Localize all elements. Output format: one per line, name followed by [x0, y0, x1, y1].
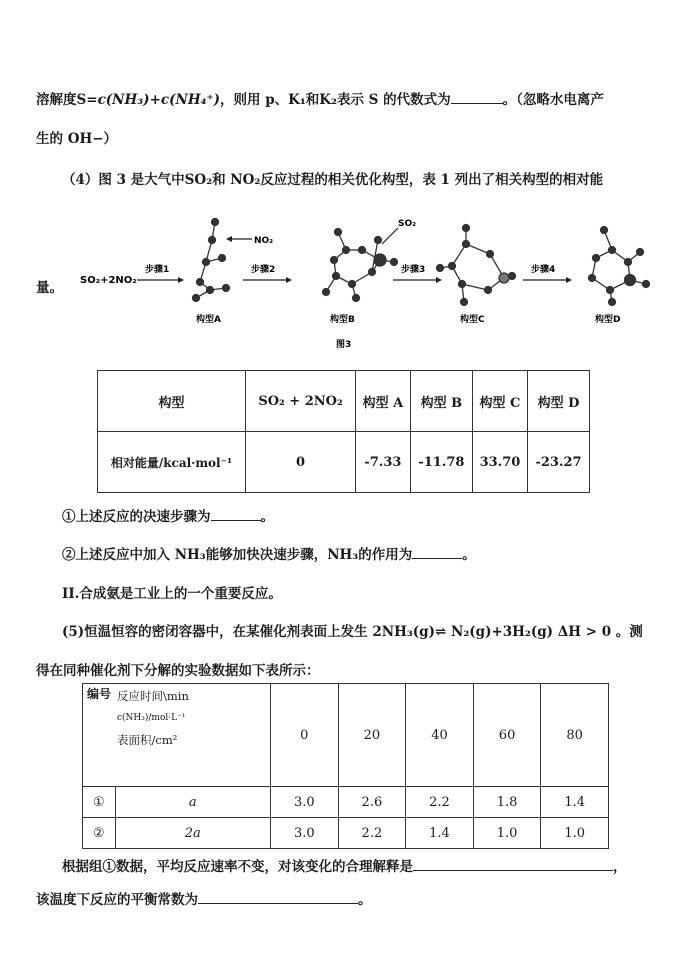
step3-label: 步骤3	[401, 265, 426, 275]
final-question-1-text: 根据组①数据，平均反应速率不变，对该变化的合理解释是	[62, 859, 413, 875]
question-1-end: 。	[260, 509, 274, 525]
time-cell: 20	[338, 684, 406, 787]
time-cell: 0	[271, 684, 339, 787]
header-cell: 构型 C	[472, 371, 527, 432]
value-cell: 1.4	[406, 818, 474, 849]
energy-table-header	[98, 371, 590, 432]
value-cell: 2.2	[406, 787, 474, 818]
row-area: a	[115, 787, 271, 818]
no2-label: NO₂	[254, 236, 274, 246]
step4-label: 步骤4	[531, 265, 556, 275]
header-id: 编号	[83, 684, 116, 787]
structure-d	[589, 227, 650, 306]
experiment-table-header	[83, 684, 609, 787]
value-cell: 33.70	[472, 432, 527, 493]
question4-line-2: 量。	[36, 280, 63, 296]
header-cell: SO₂ + 2NO₂	[246, 371, 356, 432]
value-cell: 2.6	[338, 787, 406, 818]
question-2-text: ②上述反应中加入 NH₃能够加快决速步骤，NH₃的作用为	[62, 547, 413, 563]
header-diagonal-cell	[115, 684, 271, 787]
label-structure-a: 构型A	[196, 315, 221, 325]
question-1	[62, 505, 274, 525]
step1-label: 步骤1	[145, 265, 170, 275]
label-structure-c: 构型C	[460, 315, 485, 325]
value-cell: -11.78	[410, 432, 472, 493]
structure-a	[193, 219, 230, 302]
header-area: 表面积/cm²	[117, 733, 178, 747]
question-2-end: 。	[462, 547, 476, 563]
row-area: 2a	[115, 818, 271, 849]
question4-line: （4）图 3 是大气中SO₂和 NO₂反应过程的相关优化构型，表 1 列出了相关构型的相对能	[62, 172, 604, 188]
step2-label: 步骤2	[251, 265, 276, 275]
value-cell: 3.0	[271, 787, 339, 818]
time-cell: 40	[406, 684, 474, 787]
value-cell: 1.4	[541, 787, 609, 818]
question-1-text: ①上述反应的决速步骤为	[62, 509, 211, 525]
table-row	[83, 818, 609, 849]
value-cell: 1.0	[473, 818, 541, 849]
row-label: 相对能量/kcal·mol⁻¹	[98, 432, 246, 493]
value-cell: 1.8	[473, 787, 541, 818]
energy-table	[97, 370, 590, 493]
final-question-1	[62, 855, 627, 875]
answer-blank-explanation[interactable]	[413, 858, 613, 871]
time-cell: 60	[473, 684, 541, 787]
figure3-diagram	[0, 210, 692, 350]
row-id: ①	[83, 787, 116, 818]
label-structure-d: 构型D	[595, 315, 621, 325]
solubility-prefix: 溶解度S=	[36, 92, 98, 108]
structure-c	[437, 225, 516, 306]
answer-blank-q2[interactable]	[412, 546, 462, 559]
table-row	[83, 787, 609, 818]
solubility-formula: c(NH₃)+c(NH₄⁺)	[97, 92, 221, 108]
answer-blank-k[interactable]	[198, 891, 358, 904]
so2-label: SO₂	[398, 219, 417, 229]
final-question-2	[36, 888, 372, 908]
final-question-2-end: 。	[358, 892, 372, 908]
row-id: ②	[83, 818, 116, 849]
final-question-1-end: ，	[613, 859, 627, 875]
header-time: 反应时间\min	[117, 689, 189, 703]
solubility-line	[36, 88, 604, 108]
solubility-line-2: 生的 OH−）	[36, 131, 118, 147]
value-cell: 1.0	[541, 818, 609, 849]
solubility-suffix: 。（忽略水电离产	[502, 92, 604, 108]
final-question-2-text: 该温度下反应的平衡常数为	[36, 892, 198, 908]
header-cell: 构型	[98, 371, 246, 432]
value-cell: -23.27	[528, 432, 590, 493]
header-cell: 构型 B	[410, 371, 472, 432]
experiment-table	[82, 683, 609, 849]
solubility-middle: ，则用 p、K₁和K₂表示 S 的代数式为	[220, 92, 451, 108]
value-cell: 3.0	[271, 818, 339, 849]
time-cell: 80	[541, 684, 609, 787]
energy-table-row	[98, 432, 590, 493]
question-5-line-2: 得在同种催化剂下分解的实验数据如下表所示：	[36, 663, 320, 679]
figure3-caption: 图3	[336, 340, 352, 350]
label-structure-b: 构型B	[330, 315, 355, 325]
value-cell: 2.2	[338, 818, 406, 849]
figure3-start: SO₂+2NO₂	[80, 275, 137, 286]
question-2	[62, 543, 476, 563]
value-cell: 0	[246, 432, 356, 493]
answer-blank-s[interactable]	[451, 91, 503, 104]
header-cell: 构型 D	[528, 371, 590, 432]
header-cell: 构型 A	[355, 371, 410, 432]
question-5: (5)恒温恒容的密闭容器中，在某催化剂表面上发生 2NH₃(g)⇌ N₂(g)+3H₂(g) ΔH > 0 。测	[62, 624, 643, 640]
answer-blank-q1[interactable]	[211, 508, 261, 521]
section-2-heading: II.合成氨是工业上的一个重要反应。	[62, 586, 282, 602]
header-concentration: c(NH₃)/mol·L⁻¹	[117, 713, 186, 723]
value-cell: -7.33	[355, 432, 410, 493]
